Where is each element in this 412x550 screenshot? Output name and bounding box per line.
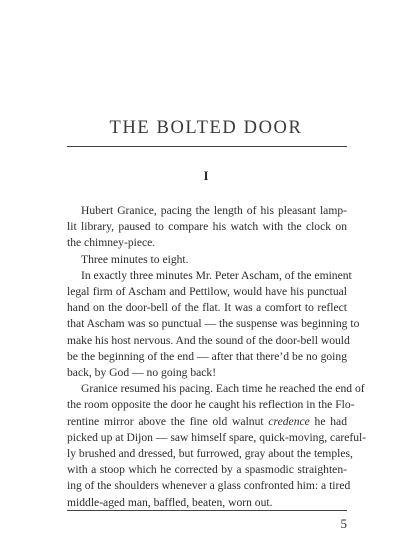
text-fragment: rentine mirror above the fine old walnut [67, 414, 269, 428]
text-line: legal firm of Ascham and Pettilow, would have his punctual [67, 285, 347, 299]
chapter-title: THE BOLTED DOOR [109, 118, 303, 138]
text-line: lit library, paused to compare his watch with the clock on [67, 220, 347, 234]
text-line: Hubert Granice, pacing the length of his pleasant lamp- [81, 204, 347, 217]
text-fragment: he had [309, 414, 348, 428]
text-line: the chimney-piece. [67, 236, 156, 250]
text-line: with a stoop which he corrected by a spasmodic straighten- [67, 463, 347, 477]
text-line: In exactly three minutes Mr. Peter Ascham, of the eminent [81, 268, 352, 282]
text-line: middle-aged man, baffled, beaten, worn out. [67, 495, 273, 509]
text-line: ing of the shoulders whenever a glass confronted him: a tired [67, 479, 351, 493]
text-line: that Ascham was so punctual — the suspense was beginning to [67, 317, 360, 331]
paragraph [67, 203, 347, 252]
paragraph [67, 268, 360, 381]
text-line: ly brushed and dressed, but furrowed, gray about the temples, [67, 447, 353, 461]
text-line: Three minutes to eight. [81, 252, 189, 266]
paragraph [67, 381, 367, 511]
text-line [67, 414, 347, 430]
paragraph [67, 252, 347, 268]
text-line: back, by God — no going back! [67, 366, 217, 380]
text-line: the room opposite the door he caught his reflection in the Flo- [67, 398, 355, 412]
page-number: 5 [340, 516, 347, 531]
text-line: picked up at Dijon — saw himself spare, quick-moving, careful- [67, 430, 367, 444]
header-rule [67, 146, 347, 147]
section-number: I [203, 168, 209, 183]
italic-word: credence [268, 414, 310, 428]
text-line: hand on the door-bell of the flat. It was a comfort to reflect [67, 301, 347, 315]
text-line: Granice resumed his pacing. Each time he reached the end of [81, 382, 365, 396]
footer-rule [67, 510, 347, 511]
text-line: be the beginning of the end — after that there’d be no going [67, 349, 347, 363]
text-line: make his host nervous. And the sound of the door-bell would [67, 333, 350, 347]
body-text [67, 203, 367, 511]
